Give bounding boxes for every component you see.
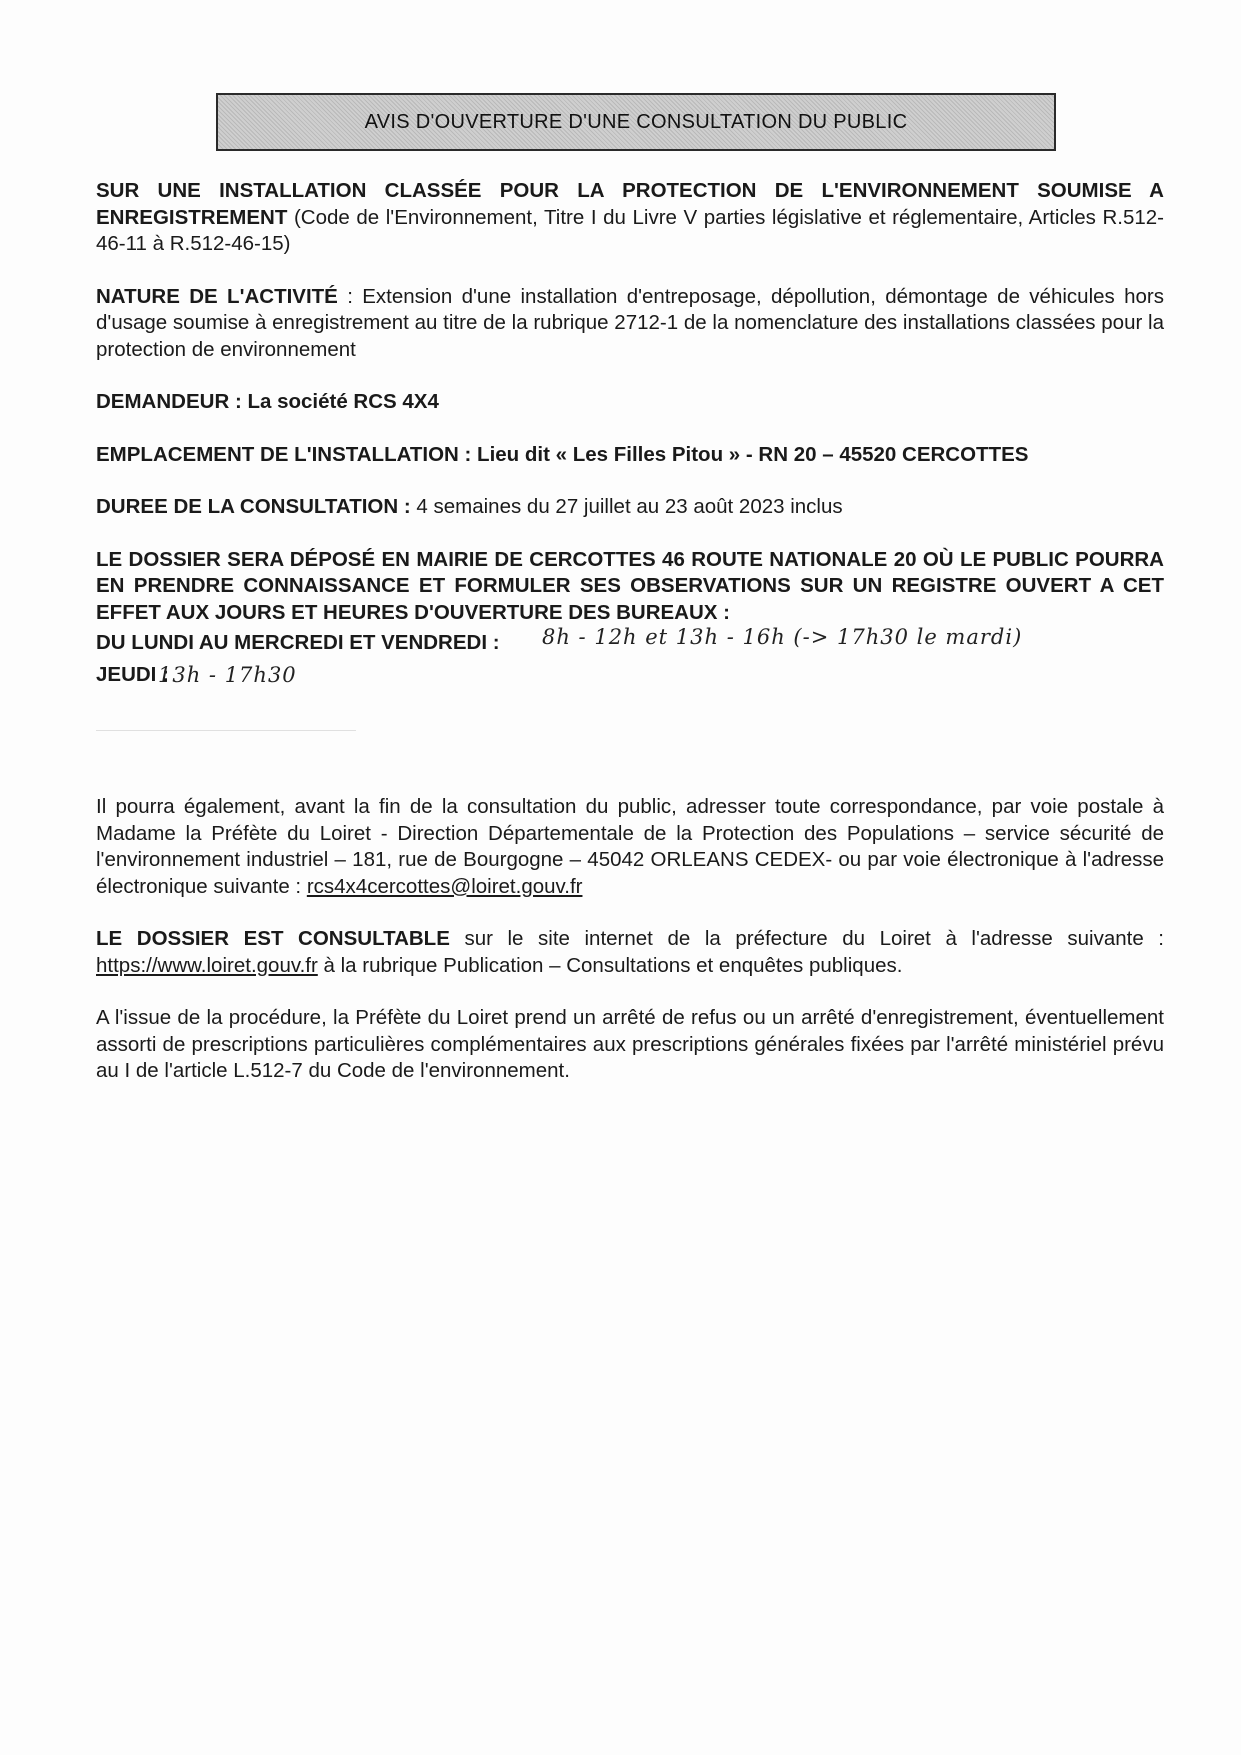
thursday-hours-line	[96, 662, 1164, 694]
document-body	[96, 178, 1164, 1111]
consultable-text1: sur le site internet de la préfecture du Loiret à l'adresse suivante :	[449, 927, 1164, 950]
weekdays-handwritten-hours: 8h - 12h et 13h - 16h (-> 17h30 le mardi)	[542, 625, 1023, 649]
thursday-handwritten-hours: 13h - 17h30	[158, 663, 297, 687]
demandeur-line: DEMANDEUR : La société RCS 4X4	[96, 390, 439, 413]
title-banner	[216, 93, 1056, 151]
correspondance-text: Il pourra également, avant la fin de la consultation du public, adresser toute correspondance, par voie postale à Madame la Préfète du Loiret - Direction Départementale de la Protection des Populations – service sécurité de l'environnement industriel – 181, rue de Bourgogne – 45042 ORLEANS CEDEX- ou par voie électronique à l'adresse électronique suivante :	[96, 795, 1164, 898]
document-title: AVIS D'OUVERTURE D'UNE CONSULTATION DU PUBLIC	[364, 110, 908, 133]
blank-area	[96, 694, 1164, 794]
consultable-label: LE DOSSIER EST CONSULTABLE	[96, 927, 450, 950]
duree-line	[96, 494, 1164, 521]
duree-text: 4 semaines du 27 juillet au 23 août 2023 inclus	[410, 495, 843, 518]
nature-text: : Extension d'une installation d'entreposage, dépollution, démontage de véhicules hors d'usage soumise à enregistrement au titre de la rubrique 2712-1 de la nomenclature des installations classées pour la protection de environnement	[96, 284, 1164, 361]
nature-paragraph	[96, 284, 1164, 364]
thursday-label: JEUDI :	[96, 663, 169, 686]
correspondance-paragraph	[96, 794, 1164, 900]
intro-rest: (Code de l'Environnement, Titre I du Livre V parties législative et réglementaire, Articles R.512-46-11 à R.512-46-15)	[96, 205, 1164, 255]
prefecture-url-link[interactable]: https://www.loiret.gouv.fr	[96, 953, 318, 977]
consultable-paragraph	[96, 926, 1164, 979]
email-link[interactable]: rcs4x4cercottes@loiret.gouv.fr	[306, 874, 583, 898]
emplacement-line: EMPLACEMENT DE L'INSTALLATION : Lieu dit « Les Filles Pitou » - RN 20 – 45520 CERCOTTES	[96, 442, 1029, 466]
intro-paragraph	[96, 178, 1164, 258]
dossier-depose-paragraph: LE DOSSIER SERA DÉPOSÉ EN MAIRIE DE CERCOTTES 46 ROUTE NATIONALE 20 OÙ LE PUBLIC POURRA EN PRENDRE CONNAISSANCE ET FORMULER SES OBSERVATIONS SUR UN REGISTRE OUVERT A CET EFFET AUX JOURS ET HEURES D'OUVERTURE DES BUREAUX :	[96, 547, 1164, 624]
weekdays-hours-line	[96, 625, 1164, 662]
duree-label: DUREE DE LA CONSULTATION :	[96, 495, 411, 518]
intro-bold: SUR UNE INSTALLATION CLASSÉE POUR LA PROTECTION DE L'ENVIRONNEMENT SOUMISE A ENREGISTREMENT	[96, 179, 1164, 229]
issue-paragraph: A l'issue de la procédure, la Préfète du Loiret prend un arrêté de refus ou un arrêté d'enregistrement, éventuellement assorti de prescriptions particulières complémentaires aux prescriptions générales fixées par l'arrêté ministériel prévu au I de l'article L.512-7 du Code de l'environnement.	[96, 1006, 1164, 1082]
nature-label: NATURE DE L'ACTIVITÉ	[96, 284, 338, 308]
consultable-text2: à la rubrique Publication – Consultations et enquêtes publiques.	[317, 953, 903, 977]
weekdays-label: DU LUNDI AU MERCREDI ET VENDREDI :	[96, 631, 500, 654]
faint-divider	[96, 730, 356, 731]
